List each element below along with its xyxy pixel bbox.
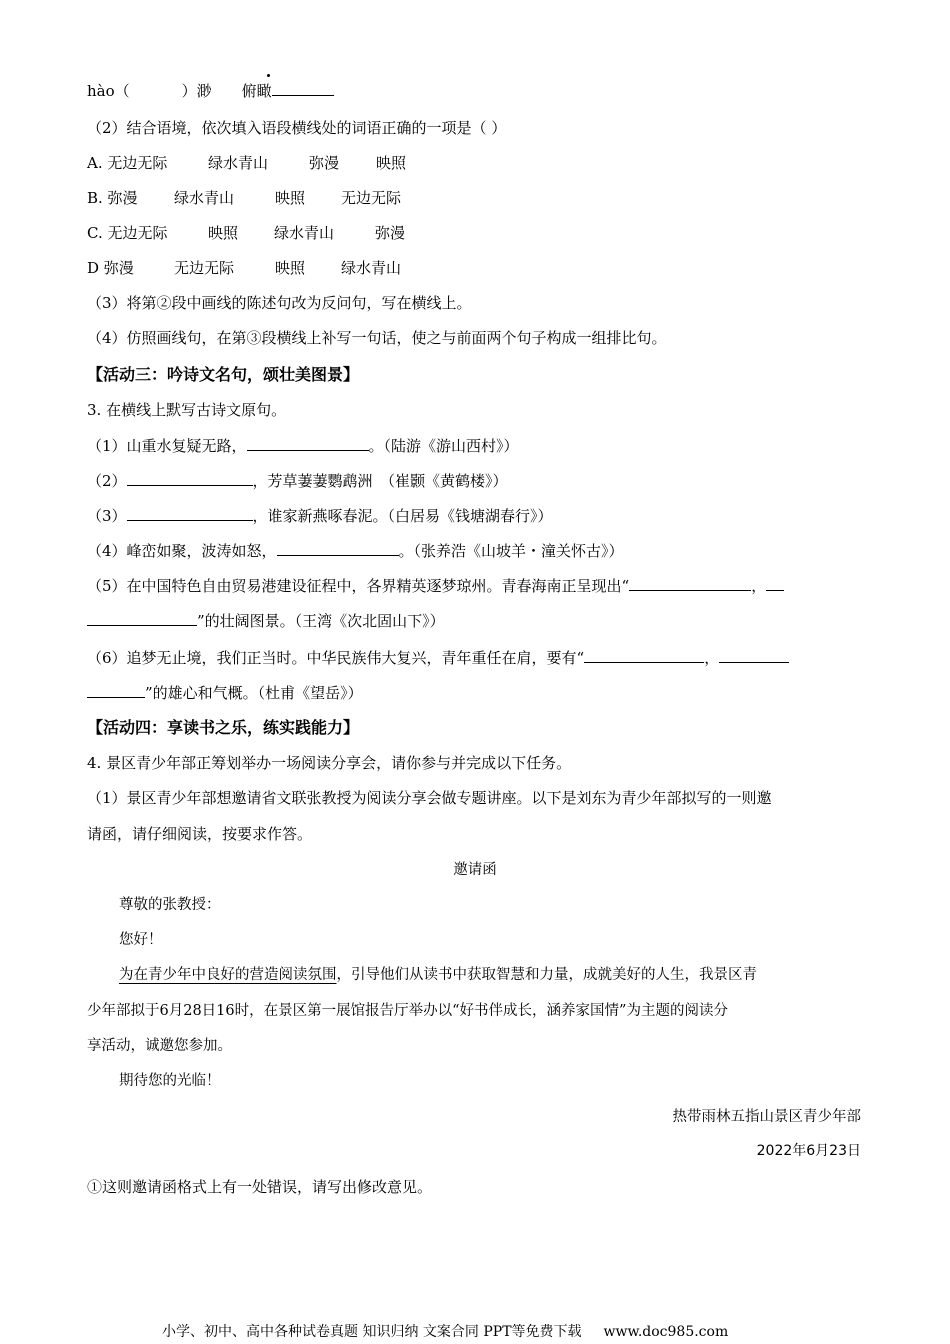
pinyin-line	[87, 80, 334, 101]
recite-item-5: （5）在中国特色自由贸易港建设征程中，各界精英逐梦琼州。青春海南正呈现出“ ，	[87, 575, 784, 596]
letter-signature: 热带雨林五指山景区青少年部	[672, 1109, 861, 1125]
answer-blank	[127, 505, 253, 521]
recite-item-6-cont: ”的雄心和气概。（杜甫《望岳》）	[87, 682, 363, 703]
letter-title: 邀请函	[453, 862, 497, 878]
emphasis-dot	[267, 74, 270, 77]
letter-date: 2022年6月23日	[756, 1143, 861, 1159]
answer-blank	[277, 540, 399, 556]
answer-blank	[87, 682, 145, 698]
activity-4-heading: 【活动四：享读书之乐，练实践能力】	[87, 718, 360, 737]
recite-item-1: （1）山重水复疑无路， 。（陆游《游山西村》）	[87, 437, 519, 455]
option-d: D 弥漫 无边无际 映照 绿水青山	[87, 259, 402, 277]
activity-4-intro: 4. 景区青少年部正筹划举办一场阅读分享会，请你参与并完成以下任务。	[87, 754, 572, 772]
answer-blank	[766, 575, 784, 591]
answer-blank	[247, 435, 369, 451]
option-b: B. 弥漫 绿水青山 映照 无边无际	[87, 189, 402, 207]
letter-body-line-1: 为在青少年中良好的营造阅读氛围，引导他们从读书中获取智慧和力量，成就美好的人生，我景区青	[119, 967, 757, 983]
recite-item-6: （6）追梦无止境，我们正当时。中华民族伟大复兴，青年重任在肩，要有“ ，	[87, 647, 789, 668]
question-2-stem: （2）结合语境，依次填入语段横线处的词语正确的一项是（ ）	[87, 119, 507, 137]
recite-item-5-cont: ”的壮阔图景。（王湾《次北固山下》）	[87, 610, 445, 631]
letter-body-line-2: 少年部拟于6月28日16时，在景区第一展馆报告厅举办以“好书伴成长，涵养家国情”为主题的阅读分	[87, 1003, 728, 1019]
letter-body-line-3: 享活动，诚邀您参加。	[87, 1038, 232, 1054]
option-c: C. 无边无际 映照 绿水青山 弥漫	[87, 224, 406, 242]
pinyin-text: hào（	[87, 82, 130, 100]
activity-3-heading: 【活动三：吟诗文名句，颂壮美图景】	[87, 365, 360, 384]
answer-blank	[629, 575, 751, 591]
recite-item-2: （2） ，芳草萋萋鹦鹉洲 （崔颢《黄鹤楼》）	[87, 472, 508, 490]
activity-3-instruction: 3. 在横线上默写古诗文原句。	[87, 401, 287, 419]
underlined-sentence: 为在青少年中良好的营造阅读氛围	[119, 967, 337, 983]
pinyin-close-text: ）渺	[181, 82, 212, 100]
dotted-word: 俯瞰	[241, 82, 272, 100]
footer-url[interactable]: www.doc985.com	[603, 1324, 729, 1340]
letter-salutation: 尊敬的张教授：	[119, 897, 221, 913]
answer-blank	[127, 470, 253, 486]
answer-blank	[87, 610, 197, 626]
recite-item-3: （3） ，谁家新燕啄春泥。（白居易《钱塘湖春行》）	[87, 507, 553, 525]
option-a: A. 无边无际 绿水青山 弥漫 映照	[87, 154, 407, 172]
question-4: （4）仿照画线句，在第③段横线上补写一句话，使之与前面两个句子构成一组排比句。	[87, 329, 667, 347]
footer-text: 小学、初中、高中各种试卷真题 知识归纳 文案合同 PPT等免费下载	[162, 1324, 582, 1340]
recite-item-4: （4）峰峦如聚，波涛如怒， 。（张养浩《山坡羊・潼关怀古》）	[87, 542, 624, 560]
letter-closing: 期待您的光临！	[119, 1073, 221, 1089]
answer-blank	[584, 647, 704, 663]
answer-blank	[719, 647, 789, 663]
answer-blank	[272, 80, 334, 96]
sub-question-1: ①这则邀请函格式上有一处错误，请写出修改意见。	[87, 1178, 433, 1196]
page-footer	[162, 1322, 728, 1342]
task-1-line-1: （1）景区青少年部想邀请省文联张教授为阅读分享会做专题讲座。以下是刘东为青少年部拟写的一则邀	[87, 789, 772, 807]
letter-greeting: 您好！	[119, 932, 163, 948]
task-1-line-2: 请函，请仔细阅读，按要求作答。	[87, 825, 313, 843]
question-3: （3）将第②段中画线的陈述句改为反问句，写在横线上。	[87, 294, 472, 312]
